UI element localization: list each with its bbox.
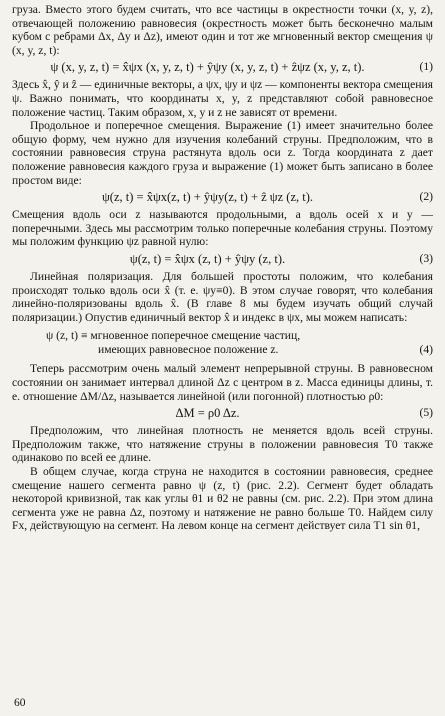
equation-2-formula: ψ(z, t) = x̂ψx(z, t) + ŷψy(z, t) + ẑ ψz (z, t).: [101, 190, 314, 205]
equation-4: [12, 329, 433, 356]
paragraph-general-case: В общем случае, когда струна не находится в состоянии равновесия, среднее смещение нашего сегмента равно ψ (z, t) (рис. 2.2). Сегмент будет обладать некоторой кривизной, так как углы θ1 и θ2 не равны (см. рис. 2.2). При этом длина сегмента уже не равна Δz, поэтому и натяжение не равно больше T0. Найдем силу Fx, действующую на сегмент. На левом конце на сегмент действует сила T1 sin θ1,: [12, 465, 433, 533]
equation-4-formula: [12, 329, 403, 356]
equation-3: [12, 251, 433, 267]
equation-3-number: (3): [419, 251, 433, 265]
equation-1: [12, 59, 433, 75]
equation-4-number: (4): [419, 342, 433, 356]
equation-4-line-1: ψ (z, t) ≡ мгновенное поперечное смещение частиц,: [46, 329, 301, 343]
paragraph-longitudinal-transverse: Продольное и поперечное смещения. Выражение (1) имеет значительно более общую форму, чем нужно для изучения колебаний струны. Предположим, что в состоянии равновесия струна растянута вдоль оси z. Тогда координата z дает положение равновесия каждого груза и выражение (1) может быть записано в более простом виде:: [12, 119, 433, 187]
paragraph-intro: груза. Вместо этого будем считать, что все частицы в окрестности точки (x, y, z), отвечающей положению равновесия (окрестность может быть бесконечно малым кубом с ребрами Δx, Δy и Δz), имеют один и тот же мгновенный вектор смещения ψ (x, y, z, t):: [12, 3, 433, 57]
equation-5-number: (5): [419, 406, 433, 420]
equation-5: [12, 405, 433, 421]
paragraph-unit-vectors: Здесь x̂, ŷ и ẑ — единичные векторы, а ψx, ψy и ψz — компоненты вектора смещения ψ. Важно понимать, что координаты x, y, z представляют собой равновесное положение частиц. Таким образом, x, y и z не зависят от времени.: [12, 78, 433, 119]
equation-2-number: (2): [419, 190, 433, 204]
paragraph-string-element: Теперь рассмотрим очень малый элемент непрерывной струны. В равновесном состоянии он занимает интервал длиной Δz с центром в z. Масса единицы длины, т. е. отношение ΔM/Δz, называется линейной (или погонной) плотностью ρ0:: [12, 362, 433, 403]
equation-3-formula: ψ(z, t) = x̂ψx (z, t) + ŷψy (z, t).: [129, 251, 286, 266]
equation-4-line-2: имеющих равновесное положение z.: [98, 342, 279, 356]
equation-5-formula: ΔM = ρ0 Δz.: [175, 406, 240, 421]
paragraph-density-assumption: Предположим, что линейная плотность не меняется вдоль всей струны. Предположим также, что натяжение струны в положении равновесия T0 также одинаково по всей ее длине.: [12, 424, 433, 465]
equation-2: [12, 189, 433, 205]
equation-1-number: (1): [419, 60, 433, 74]
equation-1-formula: ψ (x, y, z, t) = x̂ψx (x, y, z, t) + ŷψy (x, y, z, t) + ẑψz (x, y, z, t).: [50, 60, 365, 75]
paragraph-displacements: Смещения вдоль оси z называются продольными, а вдоль осей x и y — поперечными. Здесь мы рассмотрим только поперечные колебания струны. Поэтому мы положим функцию ψz равной нулю:: [12, 208, 433, 249]
paragraph-linear-polarization: Линейная поляризация. Для большей простоты положим, что колебания происходят только вдоль оси x̂ (т. е. ψy≡0). В этом случае говорят, что колебания линейно-поляризованы вдоль x̂. (В главе 8 мы будем изучать общий случай поляризации.) Опустив единичный вектор x̂ и индекс в ψx, мы можем написать:: [12, 269, 433, 324]
page-number: 60: [14, 697, 26, 709]
